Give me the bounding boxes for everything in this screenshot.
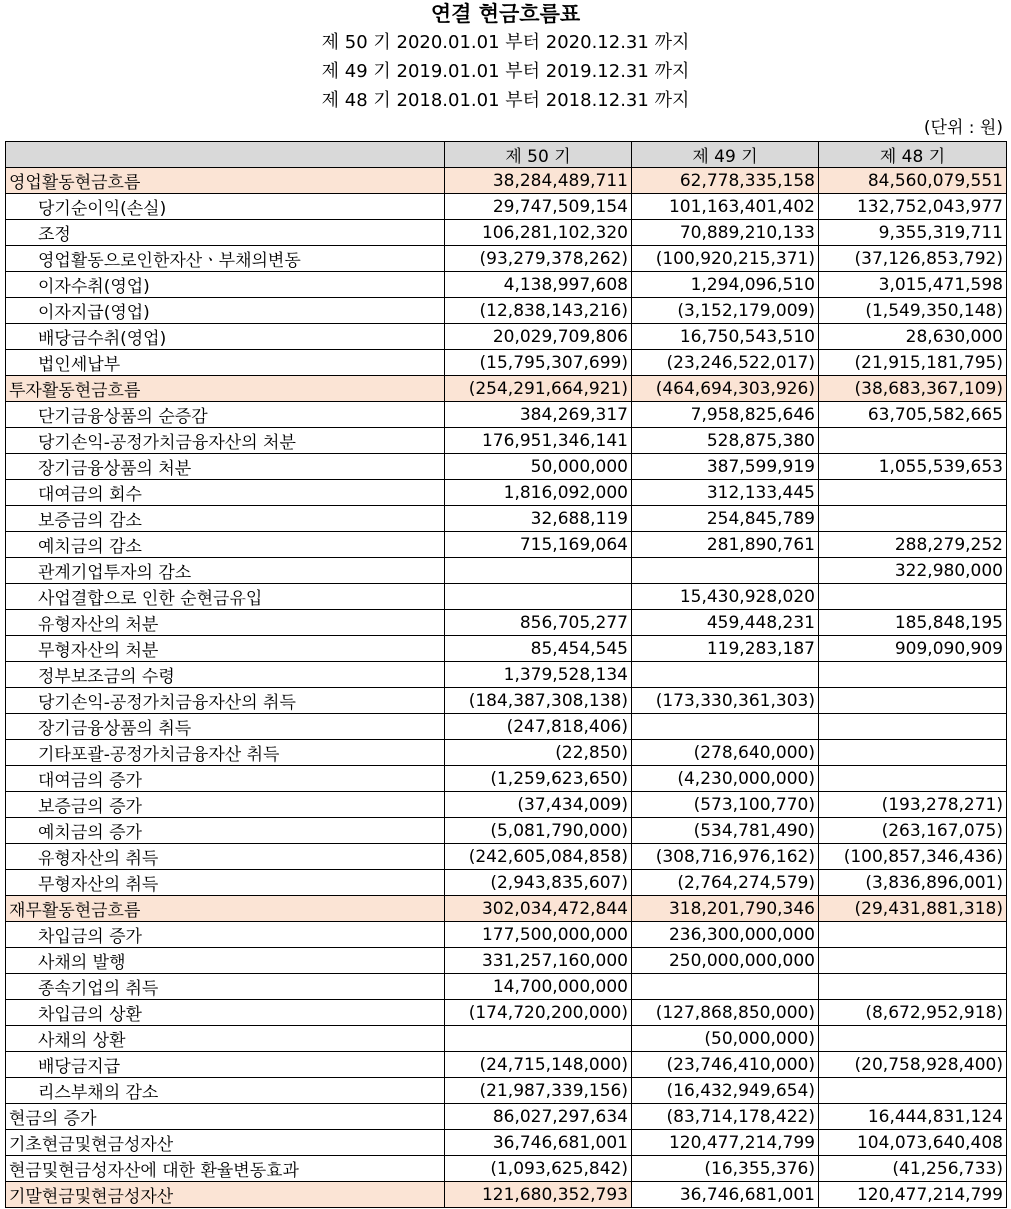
table-header-row [6,142,1007,168]
row-value: 106,281,102,320 [445,220,632,246]
cash-flow-table [5,141,1007,1208]
row-value: 177,500,000,000 [445,922,632,948]
row-value: 7,958,825,646 [632,402,819,428]
row-value [632,662,819,688]
table-row [6,896,1007,922]
row-value: (263,167,075) [819,818,1007,844]
row-value: 331,257,160,000 [445,948,632,974]
row-value: 312,133,445 [632,480,819,506]
row-value: 302,034,472,844 [445,896,632,922]
report-header [0,0,1011,115]
row-value: (193,278,271) [819,792,1007,818]
row-value: 121,680,352,793 [445,1182,632,1208]
row-value: 14,700,000,000 [445,974,632,1000]
row-value: (1,259,623,650) [445,766,632,792]
row-value [819,974,1007,1000]
row-label: 예치금의 증가 [6,818,445,844]
row-label: 유형자산의 처분 [6,610,445,636]
table-row [6,714,1007,740]
row-value: 185,848,195 [819,610,1007,636]
column-header-period-48: 제 48 기 [819,142,1007,168]
row-value: (100,920,215,371) [632,246,819,272]
row-value: 119,283,187 [632,636,819,662]
row-label: 영업활동으로인한자산ㆍ부채의변동 [6,246,445,272]
table-row [6,1156,1007,1182]
table-row [6,870,1007,896]
table-row [6,636,1007,662]
row-value: (16,355,376) [632,1156,819,1182]
row-value [819,1026,1007,1052]
row-label: 관계기업투자의 감소 [6,558,445,584]
row-value: 32,688,119 [445,506,632,532]
row-label: 종속기업의 취득 [6,974,445,1000]
row-value: 85,454,545 [445,636,632,662]
row-label: 유형자산의 취득 [6,844,445,870]
table-row [6,272,1007,298]
row-value: 29,747,509,154 [445,194,632,220]
row-value: 16,750,543,510 [632,324,819,350]
table-row [6,1104,1007,1130]
row-label: 사채의 발행 [6,948,445,974]
row-value [445,558,632,584]
table-row [6,818,1007,844]
row-value: 20,029,709,806 [445,324,632,350]
table-row [6,948,1007,974]
row-label: 당기손익-공정가치금융자산의 처분 [6,428,445,454]
row-value [819,584,1007,610]
table-row [6,974,1007,1000]
row-label: 재무활동현금흐름 [6,896,445,922]
row-value: (464,694,303,926) [632,376,819,402]
row-value: (20,758,928,400) [819,1052,1007,1078]
row-value: (534,781,490) [632,818,819,844]
row-label: 현금의 증가 [6,1104,445,1130]
row-value: (2,943,835,607) [445,870,632,896]
row-value: 1,055,539,653 [819,454,1007,480]
row-value: 1,379,528,134 [445,662,632,688]
row-value: 62,778,335,158 [632,168,819,194]
row-value [632,558,819,584]
row-label: 사채의 상환 [6,1026,445,1052]
row-value: 909,090,909 [819,636,1007,662]
row-value [819,480,1007,506]
row-value: (8,672,952,918) [819,1000,1007,1026]
row-value: 250,000,000,000 [632,948,819,974]
row-value: 36,746,681,001 [445,1130,632,1156]
table-row [6,922,1007,948]
row-value: 236,300,000,000 [632,922,819,948]
row-value: 459,448,231 [632,610,819,636]
row-value: 281,890,761 [632,532,819,558]
row-value: 1,294,096,510 [632,272,819,298]
row-value: 288,279,252 [819,532,1007,558]
row-value: 384,269,317 [445,402,632,428]
row-value: 38,284,489,711 [445,168,632,194]
table-row [6,610,1007,636]
row-value: 86,027,297,634 [445,1104,632,1130]
table-row [6,1000,1007,1026]
row-label: 현금및현금성자산에 대한 환율변동효과 [6,1156,445,1182]
unit-label: (단위 : 원) [923,118,1003,138]
row-value: 1,816,092,000 [445,480,632,506]
row-value: 63,705,582,665 [819,402,1007,428]
row-value [819,1078,1007,1104]
row-value: 4,138,997,608 [445,272,632,298]
row-value: (15,795,307,699) [445,350,632,376]
row-label: 무형자산의 처분 [6,636,445,662]
table-row [6,246,1007,272]
row-label: 보증금의 감소 [6,506,445,532]
row-value: 387,599,919 [632,454,819,480]
row-value: 176,951,346,141 [445,428,632,454]
row-value: (16,432,949,654) [632,1078,819,1104]
row-value: 120,477,214,799 [632,1130,819,1156]
table-row [6,740,1007,766]
row-value: 528,875,380 [632,428,819,454]
row-label: 법인세납부 [6,350,445,376]
row-label: 무형자산의 취득 [6,870,445,896]
table-row [6,194,1007,220]
row-value [819,662,1007,688]
row-value: 50,000,000 [445,454,632,480]
row-value: (127,868,850,000) [632,1000,819,1026]
row-value: (23,246,522,017) [632,350,819,376]
table-row [6,584,1007,610]
table-row [6,1182,1007,1208]
row-label: 배당금수취(영업) [6,324,445,350]
row-label: 기타포괄-공정가치금융자산 취득 [6,740,445,766]
table-row [6,1078,1007,1104]
row-value: (24,715,148,000) [445,1052,632,1078]
row-value: 16,444,831,124 [819,1104,1007,1130]
table-row [6,402,1007,428]
table-row [6,428,1007,454]
row-value: (2,764,274,579) [632,870,819,896]
row-value [819,428,1007,454]
row-value: 28,630,000 [819,324,1007,350]
row-value [445,584,632,610]
row-value: (1,549,350,148) [819,298,1007,324]
row-value [819,766,1007,792]
table-row [6,506,1007,532]
row-label: 기말현금및현금성자산 [6,1182,445,1208]
table-row [6,376,1007,402]
row-value [819,714,1007,740]
row-label: 정부보조금의 수령 [6,662,445,688]
table-row [6,1026,1007,1052]
table-row [6,844,1007,870]
row-value: (37,434,009) [445,792,632,818]
row-value [632,974,819,1000]
row-value: (38,683,367,109) [819,376,1007,402]
row-value: (174,720,200,000) [445,1000,632,1026]
row-label: 장기금융상품의 처분 [6,454,445,480]
row-value: (21,987,339,156) [445,1078,632,1104]
row-value: (5,081,790,000) [445,818,632,844]
row-label: 이자수취(영업) [6,272,445,298]
row-value: (29,431,881,318) [819,896,1007,922]
row-value: (41,256,733) [819,1156,1007,1182]
row-value: (3,836,896,001) [819,870,1007,896]
row-value: (184,387,308,138) [445,688,632,714]
table-row [6,454,1007,480]
row-value: 9,355,319,711 [819,220,1007,246]
row-label: 이자지급(영업) [6,298,445,324]
row-label: 당기손익-공정가치금융자산의 취득 [6,688,445,714]
row-value: 254,845,789 [632,506,819,532]
row-value: (12,838,143,216) [445,298,632,324]
column-header-period-50: 제 50 기 [445,142,632,168]
row-value: (50,000,000) [632,1026,819,1052]
row-label: 영업활동현금흐름 [6,168,445,194]
table-row [6,1052,1007,1078]
row-value: 322,980,000 [819,558,1007,584]
table-row [6,662,1007,688]
row-label: 차입금의 상환 [6,1000,445,1026]
table-row [6,532,1007,558]
table-row [6,324,1007,350]
row-label: 기초현금및현금성자산 [6,1130,445,1156]
row-label: 차입금의 증가 [6,922,445,948]
row-value: 132,752,043,977 [819,194,1007,220]
row-value: (1,093,625,842) [445,1156,632,1182]
row-value [819,922,1007,948]
row-label: 투자활동현금흐름 [6,376,445,402]
row-value: 84,560,079,551 [819,168,1007,194]
row-value: (254,291,664,921) [445,376,632,402]
row-label: 단기금융상품의 순증감 [6,402,445,428]
table-row [6,1130,1007,1156]
row-value: 3,015,471,598 [819,272,1007,298]
row-value: (22,850) [445,740,632,766]
row-label: 조정 [6,220,445,246]
row-value [819,740,1007,766]
row-label: 장기금융상품의 취득 [6,714,445,740]
row-value: 104,073,640,408 [819,1130,1007,1156]
row-value: (23,746,410,000) [632,1052,819,1078]
row-value: (37,126,853,792) [819,246,1007,272]
row-value: (4,230,000,000) [632,766,819,792]
table-row [6,220,1007,246]
row-value [819,506,1007,532]
row-value: (573,100,770) [632,792,819,818]
row-value: (173,330,361,303) [632,688,819,714]
row-value [819,948,1007,974]
row-value: 70,889,210,133 [632,220,819,246]
row-value: (83,714,178,422) [632,1104,819,1130]
row-value: (308,716,976,162) [632,844,819,870]
row-value: (93,279,378,262) [445,246,632,272]
row-label: 배당금지급 [6,1052,445,1078]
period-line: 제 48 기 2018.01.01 부터 2018.12.31 까지 [321,90,690,111]
row-value: 36,746,681,001 [632,1182,819,1208]
table-row [6,766,1007,792]
table-row [6,480,1007,506]
table-row [6,792,1007,818]
row-label: 예치금의 감소 [6,532,445,558]
row-label: 대여금의 증가 [6,766,445,792]
row-label: 리스부채의 감소 [6,1078,445,1104]
table-row [6,298,1007,324]
row-value: 15,430,928,020 [632,584,819,610]
period-line: 제 50 기 2020.01.01 부터 2020.12.31 까지 [321,32,690,53]
period-line: 제 49 기 2019.01.01 부터 2019.12.31 까지 [321,61,690,82]
row-value: 318,201,790,346 [632,896,819,922]
row-value: (100,857,346,436) [819,844,1007,870]
row-label: 대여금의 회수 [6,480,445,506]
row-value [632,714,819,740]
row-value: (21,915,181,795) [819,350,1007,376]
row-value [819,688,1007,714]
row-value: 101,163,401,402 [632,194,819,220]
row-label: 당기순이익(손실) [6,194,445,220]
row-value: (3,152,179,009) [632,298,819,324]
row-value: 715,169,064 [445,532,632,558]
column-header-period-49: 제 49 기 [632,142,819,168]
column-header-label [6,142,445,168]
table-row [6,350,1007,376]
row-value: 120,477,214,799 [819,1182,1007,1208]
row-value: (278,640,000) [632,740,819,766]
row-value: (242,605,084,858) [445,844,632,870]
row-value: (247,818,406) [445,714,632,740]
table-row [6,558,1007,584]
row-value [445,1026,632,1052]
table-row [6,688,1007,714]
row-label: 사업결합으로 인한 순현금유입 [6,584,445,610]
row-label: 보증금의 증가 [6,792,445,818]
report-title: 연결 현금흐름표 [430,1,581,26]
row-value: 856,705,277 [445,610,632,636]
table-row [6,168,1007,194]
